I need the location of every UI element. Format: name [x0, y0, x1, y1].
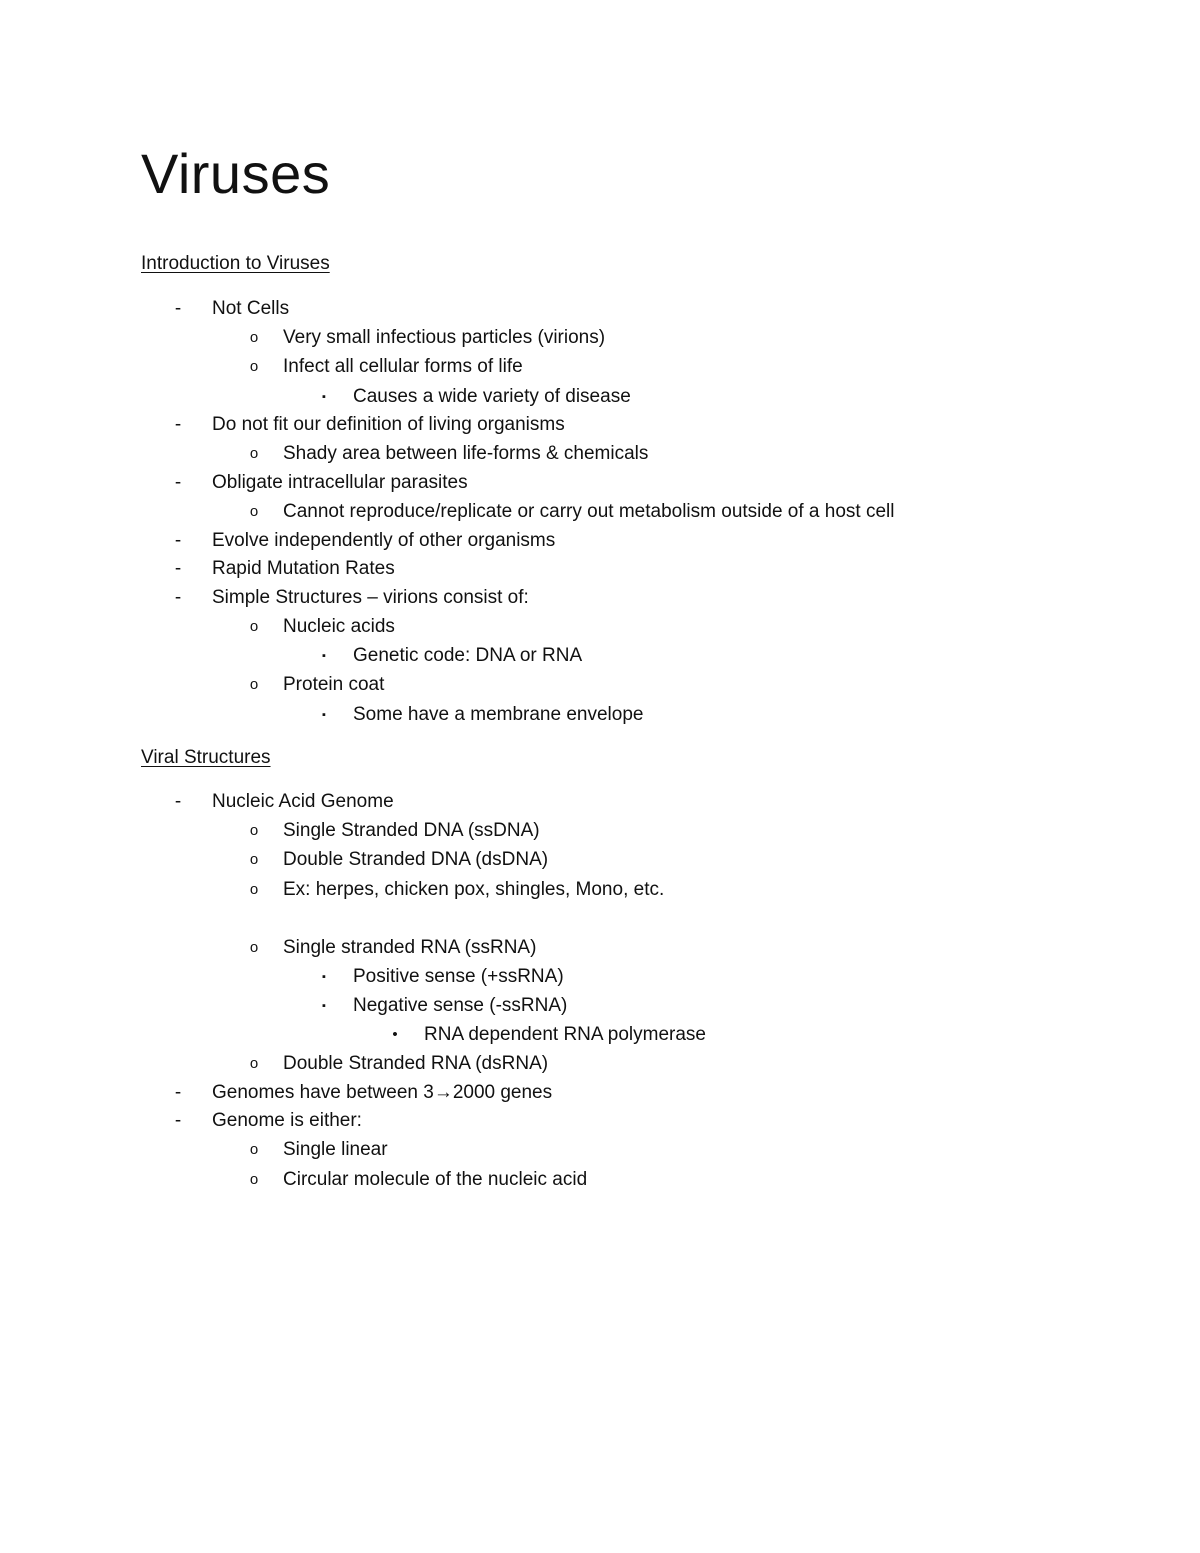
dash-bullet: - — [174, 530, 182, 551]
dash-bullet: - — [174, 558, 182, 579]
circle-bullet: o — [249, 1171, 259, 1188]
circle-bullet: o — [249, 1055, 259, 1072]
list-item-text: Circular molecule of the nucleic acid — [283, 1169, 588, 1190]
circle-bullet: o — [249, 503, 259, 520]
round-bullet: • — [392, 1026, 398, 1043]
dash-bullet: - — [174, 298, 182, 319]
square-bullet: ▪ — [322, 650, 326, 662]
circle-bullet: o — [249, 676, 259, 693]
list-item-text: Single Stranded DNA (ssDNA) — [283, 820, 540, 841]
list-item-text: Cannot reproduce/replicate or carry out metabolism outside of a host cell — [283, 501, 895, 522]
list-item-text: Some have a membrane envelope — [353, 704, 644, 725]
circle-bullet: o — [249, 445, 259, 462]
list-item-text: Single linear — [283, 1139, 388, 1160]
list-item-text: Double Stranded DNA (dsDNA) — [283, 849, 549, 870]
circle-bullet: o — [249, 618, 259, 635]
section-heading-viral-structures: Viral Structures — [141, 747, 271, 768]
genome-count-text-after: 2000 genes — [452, 1082, 553, 1103]
dash-bullet: - — [174, 472, 182, 493]
dash-bullet: - — [174, 791, 182, 812]
list-item-text: Genome is either: — [212, 1110, 362, 1131]
dash-bullet: - — [174, 414, 182, 435]
list-item-text: Nucleic Acid Genome — [212, 791, 394, 812]
circle-bullet: o — [249, 881, 259, 898]
list-item-text: Single stranded RNA (ssRNA) — [283, 937, 537, 958]
list-item-text: Protein coat — [283, 674, 385, 695]
list-item-text: Double Stranded RNA (dsRNA) — [283, 1053, 549, 1074]
list-item-text: RNA dependent RNA polymerase — [424, 1024, 706, 1045]
dash-bullet: - — [174, 587, 182, 608]
list-item-text: Causes a wide variety of disease — [353, 386, 631, 407]
circle-bullet: o — [249, 939, 259, 956]
list-item-text — [212, 1080, 552, 1106]
list-item-text: Very small infectious particles (virions) — [283, 327, 606, 348]
list-item-text: Nucleic acids — [283, 616, 395, 637]
dash-bullet: - — [174, 1082, 182, 1103]
list-item-text: Not Cells — [212, 298, 290, 319]
list-item-text: Obligate intracellular parasites — [212, 472, 468, 493]
square-bullet: ▪ — [322, 971, 326, 983]
circle-bullet: o — [249, 822, 259, 839]
list-item-text: Evolve independently of other organisms — [212, 530, 556, 551]
right-arrow-icon: → — [433, 1082, 453, 1103]
square-bullet: ▪ — [322, 1000, 326, 1012]
dash-bullet: - — [174, 1110, 182, 1131]
list-item-text: Shady area between life-forms & chemicals — [283, 443, 649, 464]
list-item-text: Positive sense (+ssRNA) — [353, 966, 564, 987]
circle-bullet: o — [249, 1141, 259, 1158]
circle-bullet: o — [249, 358, 259, 375]
list-item-text: Simple Structures – virions consist of: — [212, 587, 529, 608]
circle-bullet: o — [249, 851, 259, 868]
list-item-text: Genetic code: DNA or RNA — [353, 645, 583, 666]
list-item-text: Do not fit our definition of living organisms — [212, 414, 565, 435]
list-item-text: Rapid Mutation Rates — [212, 558, 395, 579]
list-item-text: Ex: herpes, chicken pox, shingles, Mono, etc. — [283, 879, 665, 900]
page-title: Viruses — [141, 142, 331, 205]
square-bullet: ▪ — [322, 709, 326, 721]
circle-bullet: o — [249, 329, 259, 346]
square-bullet: ▪ — [322, 391, 326, 403]
section-heading-introduction: Introduction to Viruses — [141, 253, 330, 274]
genome-count-text-before: Genomes have between 3 — [212, 1082, 434, 1103]
list-item-text: Negative sense (-ssRNA) — [353, 995, 568, 1016]
list-item-text: Infect all cellular forms of life — [283, 356, 523, 377]
